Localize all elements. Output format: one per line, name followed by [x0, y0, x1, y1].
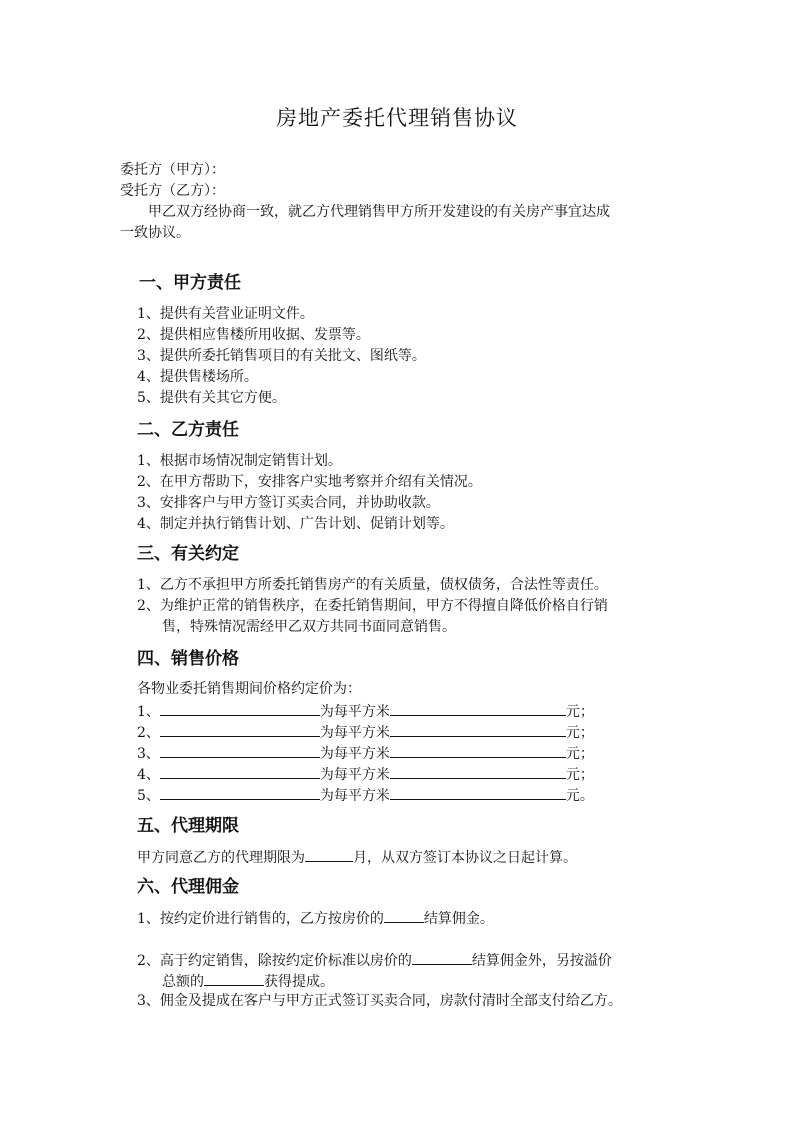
list-item: 1、提供有关营业证明文件。 — [137, 306, 314, 322]
price-amount-blank[interactable] — [390, 721, 566, 737]
principal-party-line: 委托方（甲方）： — [120, 162, 225, 178]
price-amount-blank[interactable] — [390, 763, 566, 779]
list-item: 4、提供售楼场所。 — [137, 369, 258, 385]
price-row-unit-text: 为每平方米 — [319, 725, 390, 741]
price-row-unit-text: 为每平方米 — [319, 746, 390, 762]
property-name-blank[interactable] — [160, 784, 320, 800]
list-item-continuation: 售，特殊情况需经甲乙双方共同书面同意销售。 — [162, 619, 456, 635]
price-intro-text: 各物业委托销售期间价格约定价为： — [137, 681, 361, 697]
property-name-blank[interactable] — [160, 763, 320, 779]
commission-item-2-text-c: 总额的 — [162, 974, 204, 990]
price-amount-blank[interactable] — [390, 784, 566, 800]
section-heading-party-a-duties: 一、甲方责任 — [139, 273, 241, 293]
price-row-number: 2、 — [137, 725, 160, 741]
price-row-number: 1、 — [137, 704, 160, 720]
section-heading-commission: 六、代理佣金 — [137, 877, 239, 897]
agency-period-text-b: 月，从双方签订本协议之日起计算。 — [353, 850, 577, 866]
intro-paragraph-line2: 一致协议。 — [120, 225, 190, 241]
list-item: 4、制定并执行销售计划、广告计划、促销计划等。 — [137, 516, 454, 532]
list-item: 2、提供相应售楼所用收据、发票等。 — [137, 327, 370, 343]
price-row-currency: 元； — [565, 725, 594, 741]
commission-item-2-text-d: 获得提成。 — [264, 974, 334, 990]
property-name-blank[interactable] — [160, 721, 320, 737]
commission-item-3: 3、佣金及提成在客户与甲方正式签订买卖合同，房款付清时全部支付给乙方。 — [137, 993, 622, 1009]
commission-item-1-text-b: 结算佣金。 — [423, 911, 494, 927]
list-item: 3、安排客户与甲方签订买卖合同，并协助收款。 — [137, 495, 440, 511]
agency-months-blank[interactable] — [305, 846, 353, 862]
list-item: 1、乙方不承担甲方所委托销售房产的有关质量，债权债务，合法性等责任。 — [137, 577, 608, 593]
list-item: 5、提供有关其它方便。 — [137, 390, 286, 406]
document-title: 房地产委托代理销售协议 — [276, 106, 518, 130]
section-heading-agreements: 三、有关约定 — [137, 544, 239, 564]
premium-rate-blank[interactable] — [204, 970, 264, 986]
price-amount-blank[interactable] — [390, 700, 566, 716]
list-item: 2、在甲方帮助下，安排客户实地考察并介绍有关情况。 — [137, 474, 482, 490]
property-name-blank[interactable] — [160, 700, 320, 716]
price-row — [137, 763, 594, 785]
price-row-currency: 元。 — [565, 788, 594, 804]
section-heading-agency-period: 五、代理期限 — [137, 816, 239, 836]
list-item: 1、根据市场情况制定销售计划。 — [137, 453, 342, 469]
commission-item-1-text-a: 1、按约定价进行销售的，乙方按房价的 — [137, 911, 384, 927]
price-row-unit-text: 为每平方米 — [319, 788, 390, 804]
price-row-currency: 元； — [565, 746, 594, 762]
list-item: 2、为维护正常的销售秩序，在委托销售期间，甲方不得擅自降低价格自行销 — [137, 598, 608, 614]
price-row-currency: 元； — [565, 767, 594, 783]
commission-item-2-continuation — [162, 970, 334, 992]
price-row-number: 4、 — [137, 767, 160, 783]
commission-item-2-text-a: 2、高于约定销售，除按约定价标准以房价的 — [137, 953, 412, 969]
property-name-blank[interactable] — [160, 742, 320, 758]
intro-paragraph-line1: 甲乙双方经协商一致，就乙方代理销售甲方所开发建设的有关房产事宜达成 — [148, 204, 610, 220]
agency-period-text — [137, 846, 577, 868]
price-row-unit-text: 为每平方米 — [319, 767, 390, 783]
price-row — [137, 700, 594, 722]
price-row-unit-text: 为每平方米 — [319, 704, 390, 720]
section-heading-party-b-duties: 二、乙方责任 — [137, 420, 239, 440]
price-row — [137, 721, 594, 743]
price-row — [137, 784, 594, 806]
price-row-number: 3、 — [137, 746, 160, 762]
price-row — [137, 742, 594, 764]
price-row-currency: 元； — [565, 704, 594, 720]
agency-period-text-a: 甲方同意乙方的代理期限为 — [137, 850, 305, 866]
price-row-number: 5、 — [137, 788, 160, 804]
list-item: 3、提供所委托销售项目的有关批文、图纸等。 — [137, 348, 426, 364]
commission-rate-blank[interactable] — [412, 949, 472, 965]
commission-item-1 — [137, 907, 494, 929]
agent-party-line: 受托方（乙方）： — [120, 183, 225, 199]
section-heading-sale-price: 四、销售价格 — [137, 649, 239, 669]
price-amount-blank[interactable] — [390, 742, 566, 758]
commission-item-2-text-b: 结算佣金外，另按溢价 — [471, 953, 612, 969]
commission-item-2 — [137, 949, 612, 971]
commission-rate-blank[interactable] — [384, 907, 424, 923]
